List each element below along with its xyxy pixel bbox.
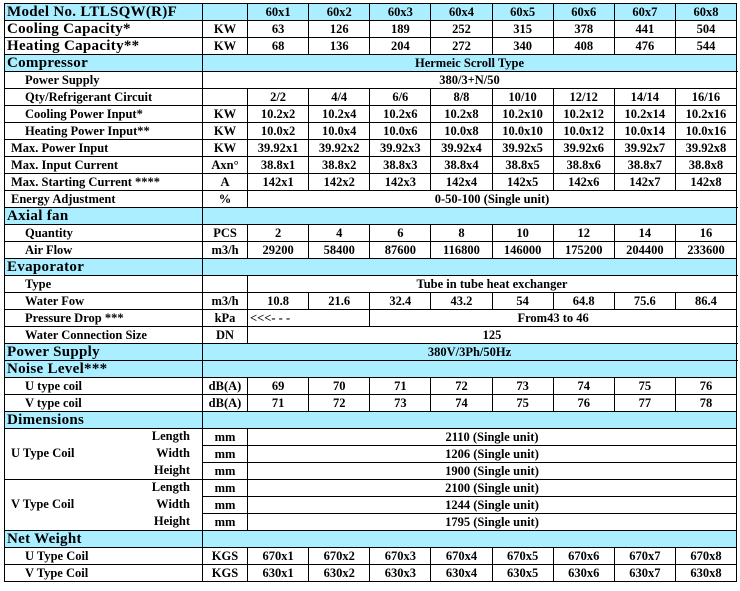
value-60x4: 116800	[431, 242, 492, 259]
spec-row-length	[5, 480, 737, 497]
value-60x4: 8	[431, 225, 492, 242]
spec-row-max-power-input	[5, 140, 737, 157]
label-power-supply: Power Supply	[5, 72, 203, 89]
dim-height: Height	[153, 462, 190, 477]
value-60x6: 175200	[553, 242, 614, 259]
model-header-60x3: 60x3	[370, 4, 431, 21]
unit: mm	[203, 446, 248, 463]
dim-group-u-type-coil: U Type Coil	[11, 446, 75, 460]
value-60x3: 630x3	[370, 565, 431, 582]
value-60x6: 630x6	[553, 565, 614, 582]
spec-row-water-fow	[5, 293, 737, 310]
value-60x5: 73	[492, 378, 553, 395]
label-water-fow: Water Fow	[5, 293, 203, 310]
spec-row-energy-adjustment	[5, 191, 737, 208]
value-60x1: 2	[248, 225, 309, 242]
dim-width: Width	[156, 496, 190, 511]
value-60x3: 142x3	[370, 174, 431, 191]
value-60x8: 670x8	[675, 548, 736, 565]
value-60x4: 72	[431, 378, 492, 395]
value-60x6: 76	[553, 395, 614, 412]
section-value-noise-level	[203, 361, 737, 378]
value-60x1: 29200	[248, 242, 309, 259]
value-60x8: 10.2x16	[675, 106, 736, 123]
value-60x5: 54	[492, 293, 553, 310]
dim-length: Length	[151, 429, 190, 443]
value-60x4: 10.0x8	[431, 123, 492, 140]
value-60x8: 86.4	[675, 293, 736, 310]
value-60x3: 39.92x3	[370, 140, 431, 157]
value-60x6: 12	[553, 225, 614, 242]
model-header-60x2: 60x2	[309, 4, 370, 21]
span-value-water-connection-size: 125	[248, 327, 737, 344]
spec-row-type	[5, 276, 737, 293]
section-power-supply: Power Supply	[5, 344, 203, 361]
unit: m3/h	[203, 242, 248, 259]
value-60x4: 252	[431, 21, 492, 38]
pressure-arrow: <<<- - -	[248, 310, 370, 327]
unit: PCS	[203, 225, 248, 242]
model-header-60x5: 60x5	[492, 4, 553, 21]
value-60x8: 16	[675, 225, 736, 242]
span-value-power-supply: 380/3+N/50	[203, 72, 737, 89]
value-60x7: 142x7	[614, 174, 675, 191]
value-60x2: 21.6	[309, 293, 370, 310]
value-60x3: 32.4	[370, 293, 431, 310]
value-60x7: 75	[614, 378, 675, 395]
unit: mm	[203, 429, 248, 446]
model-header-60x7: 60x7	[614, 4, 675, 21]
value-60x8: 76	[675, 378, 736, 395]
value-60x3: 10.0x6	[370, 123, 431, 140]
value-60x7: 39.92x7	[614, 140, 675, 157]
unit: KW	[203, 123, 248, 140]
spec-row-width	[5, 446, 737, 463]
dim-value: 2100 (Single unit)	[248, 480, 737, 497]
value-60x6: 142x6	[553, 174, 614, 191]
unit: KW	[203, 21, 248, 38]
value-60x7: 10.2x14	[614, 106, 675, 123]
dim-height: Height	[153, 513, 190, 528]
spec-table-body	[5, 4, 737, 582]
value-60x5: 315	[492, 21, 553, 38]
spec-row-axial-fan	[5, 208, 737, 225]
value-60x2: 670x2	[309, 548, 370, 565]
value-60x7: 204400	[614, 242, 675, 259]
value-60x5: 340	[492, 38, 553, 55]
unit: kPa	[203, 310, 248, 327]
unit: dB(A)	[203, 395, 248, 412]
value-60x4: 74	[431, 395, 492, 412]
value-60x5: 39.92x5	[492, 140, 553, 157]
value-60x6: 39.92x6	[553, 140, 614, 157]
model-header-60x1: 60x1	[248, 4, 309, 21]
value-60x5: 10.2x10	[492, 106, 553, 123]
unit: mm	[203, 514, 248, 531]
value-60x7: 10.0x14	[614, 123, 675, 140]
value-60x6: 10.0x12	[553, 123, 614, 140]
span-value-energy-adjustment: 0-50-100 (Single unit)	[248, 191, 737, 208]
value-60x1: 63	[248, 21, 309, 38]
spec-row-u-type-coil	[5, 548, 737, 565]
label-v-type-coil: V type coil	[5, 395, 203, 412]
value-60x1: 670x1	[248, 548, 309, 565]
spec-row-dimensions	[5, 412, 737, 429]
spec-row-water-connection-size	[5, 327, 737, 344]
value-60x4: 670x4	[431, 548, 492, 565]
value-60x6: 670x6	[553, 548, 614, 565]
spec-row-max-starting-current	[5, 174, 737, 191]
value-60x6: 408	[553, 38, 614, 55]
value-60x4: 272	[431, 38, 492, 55]
value-60x3: 189	[370, 21, 431, 38]
value-60x5: 75	[492, 395, 553, 412]
label-u-type-coil: U type coil	[5, 378, 203, 395]
unit: DN	[203, 327, 248, 344]
span-value-type: Tube in tube heat exchanger	[248, 276, 737, 293]
value-60x1: 10.2x2	[248, 106, 309, 123]
section-value-compressor: Hermeic Scroll Type	[203, 55, 737, 72]
value-60x2: 136	[309, 38, 370, 55]
value-60x8: 10.0x16	[675, 123, 736, 140]
value-60x4: 43.2	[431, 293, 492, 310]
value-60x3: 71	[370, 378, 431, 395]
section-noise-level: Noise Level***	[5, 361, 203, 378]
value-60x1: 68	[248, 38, 309, 55]
value-60x1: 10.8	[248, 293, 309, 310]
value-60x6: 378	[553, 21, 614, 38]
label-quantity: Quantity	[5, 225, 203, 242]
dim-label-cell	[5, 446, 203, 463]
value-60x5: 630x5	[492, 565, 553, 582]
value-60x8: 544	[675, 38, 736, 55]
spec-row-evaporator	[5, 259, 737, 276]
label-max-starting-current: Max. Starting Current ****	[5, 174, 203, 191]
label-max-input-current: Max. Input Current	[5, 157, 203, 174]
value-60x3: 204	[370, 38, 431, 55]
value-60x4: 8/8	[431, 89, 492, 106]
label-qty-refrigerant-circuit: Qty/Refrigerant Circuit	[5, 89, 203, 106]
value-60x4: 38.8x4	[431, 157, 492, 174]
unit: Axn°	[203, 157, 248, 174]
value-60x8: 233600	[675, 242, 736, 259]
unit: KW	[203, 106, 248, 123]
dim-value: 1900 (Single unit)	[248, 463, 737, 480]
value-60x2: 72	[309, 395, 370, 412]
model-title: Model No. LTLSQW(R)F	[5, 4, 203, 21]
value-60x2: 630x2	[309, 565, 370, 582]
spec-row-length	[5, 429, 737, 446]
value-60x7: 75.6	[614, 293, 675, 310]
model-header-60x8: 60x8	[675, 4, 736, 21]
dim-width: Width	[156, 445, 190, 460]
unit: A	[203, 174, 248, 191]
value-60x6: 74	[553, 378, 614, 395]
section-evaporator: Evaporator	[5, 259, 203, 276]
dim-length: Length	[151, 480, 190, 494]
unit: mm	[203, 463, 248, 480]
value-60x5: 146000	[492, 242, 553, 259]
value-60x2: 4	[309, 225, 370, 242]
value-60x8: 39.92x8	[675, 140, 736, 157]
section-axial-fan: Axial fan	[5, 208, 203, 225]
label-v-type-coil: V Type Coil	[5, 565, 203, 582]
value-60x1: 71	[248, 395, 309, 412]
dim-label-cell	[5, 463, 203, 480]
spec-row-compressor	[5, 55, 737, 72]
value-60x3: 10.2x6	[370, 106, 431, 123]
value-60x8: 630x8	[675, 565, 736, 582]
spec-row-heating-power-input	[5, 123, 737, 140]
value-60x4: 10.2x8	[431, 106, 492, 123]
spec-row-v-type-coil	[5, 565, 737, 582]
spec-row-height	[5, 463, 737, 480]
label-pressure-drop: Pressure Drop ***	[5, 310, 203, 327]
value-60x8: 16/16	[675, 89, 736, 106]
label-cooling-capacity: Cooling Capacity*	[5, 21, 203, 38]
section-value-axial-fan	[203, 208, 737, 225]
value-60x3: 6/6	[370, 89, 431, 106]
spec-row-cooling-power-input	[5, 106, 737, 123]
unit: mm	[203, 480, 248, 497]
unit: KGS	[203, 548, 248, 565]
value-60x2: 4/4	[309, 89, 370, 106]
value-60x1: 630x1	[248, 565, 309, 582]
unit: KW	[203, 140, 248, 157]
value-60x7: 14	[614, 225, 675, 242]
value-60x2: 126	[309, 21, 370, 38]
spec-row-v-type-coil	[5, 395, 737, 412]
section-value-evaporator	[203, 259, 737, 276]
spec-row-u-type-coil	[5, 378, 737, 395]
unit	[203, 276, 248, 293]
label-heating-power-input: Heating Power Input**	[5, 123, 203, 140]
value-60x2: 10.0x4	[309, 123, 370, 140]
value-60x2: 142x2	[309, 174, 370, 191]
label-energy-adjustment: Energy Adjustment	[5, 191, 203, 208]
section-value-power-supply: 380V/3Ph/50Hz	[203, 344, 737, 361]
value-60x3: 670x3	[370, 548, 431, 565]
label-heating-capacity: Heating Capacity**	[5, 38, 203, 55]
label-cooling-power-input: Cooling Power Input*	[5, 106, 203, 123]
value-60x1: 39.92x1	[248, 140, 309, 157]
value-60x2: 10.2x4	[309, 106, 370, 123]
value-60x2: 58400	[309, 242, 370, 259]
value-60x8: 38.8x8	[675, 157, 736, 174]
value-60x6: 38.8x6	[553, 157, 614, 174]
value-60x8: 78	[675, 395, 736, 412]
model-header-60x6: 60x6	[553, 4, 614, 21]
value-60x3: 73	[370, 395, 431, 412]
value-60x7: 38.8x7	[614, 157, 675, 174]
value-60x5: 38.8x5	[492, 157, 553, 174]
spec-row-width	[5, 497, 737, 514]
value-60x1: 142x1	[248, 174, 309, 191]
value-60x6: 10.2x12	[553, 106, 614, 123]
value-60x7: 441	[614, 21, 675, 38]
value-60x2: 39.92x2	[309, 140, 370, 157]
label-u-type-coil: U Type Coil	[5, 548, 203, 565]
label-type: Type	[5, 276, 203, 293]
section-dimensions: Dimensions	[5, 412, 203, 429]
unit: dB(A)	[203, 378, 248, 395]
value-60x1: 2/2	[248, 89, 309, 106]
value-60x7: 14/14	[614, 89, 675, 106]
value-60x3: 87600	[370, 242, 431, 259]
value-60x5: 10.0x10	[492, 123, 553, 140]
model-header-60x4: 60x4	[431, 4, 492, 21]
label-max-power-input: Max. Power Input	[5, 140, 203, 157]
unit	[203, 89, 248, 106]
section-value-dimensions	[203, 412, 737, 429]
unit-header	[203, 4, 248, 21]
spec-row-noise-level	[5, 361, 737, 378]
section-compressor: Compressor	[5, 55, 203, 72]
value-60x7: 77	[614, 395, 675, 412]
unit: KW	[203, 38, 248, 55]
value-60x5: 142x5	[492, 174, 553, 191]
dim-value: 1244 (Single unit)	[248, 497, 737, 514]
spec-row-air-flow	[5, 242, 737, 259]
pressure-range: From43 to 46	[370, 310, 737, 327]
spec-row-model-no-ltlsqw-r-f	[5, 4, 737, 21]
dim-label-cell	[5, 497, 203, 514]
value-60x8: 142x8	[675, 174, 736, 191]
spec-row-quantity	[5, 225, 737, 242]
label-water-connection-size: Water Connection Size	[5, 327, 203, 344]
value-60x2: 70	[309, 378, 370, 395]
value-60x5: 10	[492, 225, 553, 242]
value-60x2: 38.8x2	[309, 157, 370, 174]
unit: KGS	[203, 565, 248, 582]
spec-row-qty-refrigerant-circuit	[5, 89, 737, 106]
value-60x1: 10.0x2	[248, 123, 309, 140]
unit: m3/h	[203, 293, 248, 310]
spec-row-power-supply	[5, 344, 737, 361]
value-60x7: 476	[614, 38, 675, 55]
value-60x4: 630x4	[431, 565, 492, 582]
spec-row-net-weight	[5, 531, 737, 548]
spec-row-max-input-current	[5, 157, 737, 174]
section-net-weight: Net Weight	[5, 531, 203, 548]
dim-value: 1795 (Single unit)	[248, 514, 737, 531]
dim-group-v-type-coil: V Type Coil	[11, 497, 75, 511]
spec-table	[4, 3, 737, 582]
value-60x4: 142x4	[431, 174, 492, 191]
dim-value: 2110 (Single unit)	[248, 429, 737, 446]
value-60x1: 69	[248, 378, 309, 395]
dim-label-cell	[5, 514, 203, 531]
spec-row-power-supply	[5, 72, 737, 89]
dim-value: 1206 (Single unit)	[248, 446, 737, 463]
value-60x3: 38.8x3	[370, 157, 431, 174]
unit: mm	[203, 497, 248, 514]
unit: %	[203, 191, 248, 208]
label-air-flow: Air Flow	[5, 242, 203, 259]
value-60x5: 670x5	[492, 548, 553, 565]
value-60x4: 39.92x4	[431, 140, 492, 157]
value-60x7: 630x7	[614, 565, 675, 582]
value-60x8: 504	[675, 21, 736, 38]
value-60x1: 38.8x1	[248, 157, 309, 174]
value-60x5: 10/10	[492, 89, 553, 106]
value-60x7: 670x7	[614, 548, 675, 565]
section-value-net-weight	[203, 531, 737, 548]
value-60x6: 64.8	[553, 293, 614, 310]
spec-row-pressure-drop	[5, 310, 737, 327]
spec-row-cooling-capacity	[5, 21, 737, 38]
value-60x6: 12/12	[553, 89, 614, 106]
value-60x3: 6	[370, 225, 431, 242]
spec-row-heating-capacity	[5, 38, 737, 55]
spec-row-height	[5, 514, 737, 531]
